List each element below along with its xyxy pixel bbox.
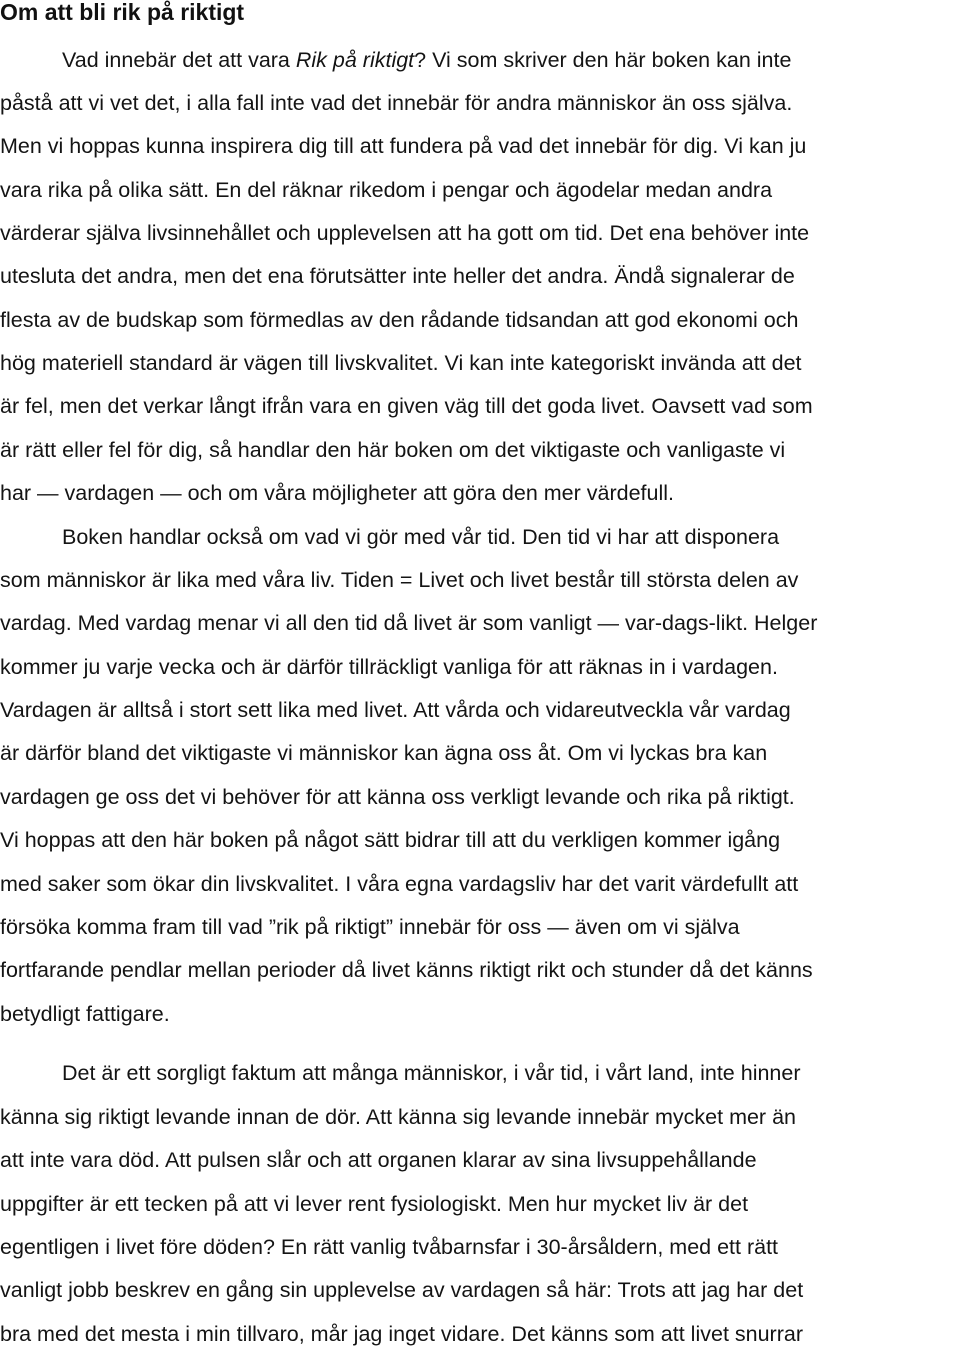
text-line [0, 955, 813, 985]
text-line [0, 88, 792, 118]
text-segment: utesluta det andra, men det ena förutsätter inte heller det andra. Ändå signalerar de [0, 264, 795, 288]
text-segment: försöka komma fram till vad ”rik på riktigt” innebär för oss — även om vi själva [0, 915, 740, 939]
text-line [0, 218, 809, 248]
text-line [0, 305, 798, 335]
text-line [0, 565, 798, 595]
text-segment: kommer ju varje vecka och är därför tillräckligt vanliga för att räknas in i vardagen. [0, 655, 778, 679]
text-segment: ? Vi som skriver den här boken kan inte [414, 48, 792, 72]
text-line [0, 608, 817, 638]
text-segment: betydligt fattigare. [0, 1002, 170, 1026]
text-segment: Vad innebär det att vara [62, 48, 296, 72]
text-line [0, 999, 170, 1029]
text-line [0, 912, 740, 942]
text-line [0, 869, 798, 899]
page-title: Om att bli rik på riktigt [0, 0, 245, 25]
text-line [0, 695, 791, 725]
text-line [0, 131, 806, 161]
text-segment: Det är ett sorgligt faktum att många människor, i vår tid, i vårt land, inte hinner [62, 1061, 801, 1085]
text-segment: känna sig riktigt levande innan de dör. Att känna sig levande innebär mycket mer än [0, 1105, 796, 1129]
text-segment: med saker som ökar din livskvalitet. I våra egna vardagsliv har det varit värdefullt att [0, 872, 799, 896]
text-line [0, 1232, 778, 1262]
text-line [0, 391, 813, 421]
text-segment: vardag. Med vardag menar vi all den tid då livet är som vanligt — var-dags-likt. Helger [0, 611, 818, 635]
text-line [62, 45, 791, 75]
text-line [0, 782, 795, 812]
text-segment: Men vi hoppas kunna inspirera dig till att fundera på vad det innebär för dig. Vi kan ju [0, 134, 807, 158]
text-line [0, 1319, 803, 1349]
text-line [0, 261, 795, 291]
text-segment: bra med det mesta i min tillvaro, mår jag inget vidare. Det känns som att livet snurrar [0, 1322, 803, 1346]
text-segment: egentligen i livet före döden? En rätt vanlig tvåbarnsfar i 30-årsåldern, med ett rätt [0, 1235, 779, 1259]
text-segment: Vi hoppas att den här boken på något sätt bidrar till att du verkligen kommer igång [0, 828, 781, 852]
text-line [0, 435, 785, 465]
text-line [0, 478, 674, 508]
text-segment: har — vardagen — och om våra möjligheter att göra den mer värdefull. [0, 481, 674, 505]
text-line [0, 1189, 748, 1219]
text-line [62, 522, 779, 552]
text-segment: är rätt eller fel för dig, så handlar den här boken om det viktigaste och vanligaste vi [0, 438, 786, 462]
text-line [0, 738, 767, 768]
text-segment: vara rika på olika sätt. En del räknar rikedom i pengar och ägodelar medan andra [0, 178, 773, 202]
text-segment: fortfarande pendlar mellan perioder då livet känns riktigt rikt och stunder då det känns [0, 958, 813, 982]
text-segment: påstå att vi vet det, i alla fall inte vad det innebär för andra människor än oss själva. [0, 91, 793, 115]
text-line [0, 1102, 796, 1132]
text-line [0, 652, 778, 682]
text-segment: vardagen ge oss det vi behöver för att känna oss verkligt levande och rika på riktigt. [0, 785, 795, 809]
text-segment: värderar själva livsinnehållet och upplevelsen att ha gott om tid. Det ena behöver inte [0, 221, 810, 245]
text-segment: Vardagen är alltså i stort sett lika med livet. Att vårda och vidareutveckla vår vardag [0, 698, 791, 722]
text-segment: är fel, men det verkar långt ifrån vara en given väg till det goda livet. Oavsett vad som [0, 394, 813, 418]
text-segment: uppgifter är ett tecken på att vi lever rent fysiologiskt. Men hur mycket liv är det [0, 1192, 749, 1216]
text-line [0, 1275, 803, 1305]
text-line [0, 348, 802, 378]
text-segment: vanligt jobb beskrev en gång sin upplevelse av vardagen så här: Trots att jag har det [0, 1278, 804, 1302]
text-segment: hög materiell standard är vägen till livskvalitet. Vi kan inte kategoriskt invända att det [0, 351, 802, 375]
text-line [0, 825, 780, 855]
text-line [0, 1145, 757, 1175]
text-segment: är därför bland det viktigaste vi människor kan ägna oss åt. Om vi lyckas bra kan [0, 741, 768, 765]
text-line [0, 175, 772, 205]
text-segment: flesta av de budskap som förmedlas av den rådande tidsandan att god ekonomi och [0, 308, 799, 332]
emphasized-text: Rik på riktigt [295, 48, 415, 72]
text-line [62, 1058, 801, 1088]
text-segment: att inte vara död. Att pulsen slår och att organen klarar av sina livsuppehållande [0, 1148, 757, 1172]
text-segment: Boken handlar också om vad vi gör med vår tid. Den tid vi har att disponera [62, 525, 780, 549]
text-segment: som människor är lika med våra liv. Tiden = Livet och livet består till största delen av [0, 568, 799, 592]
